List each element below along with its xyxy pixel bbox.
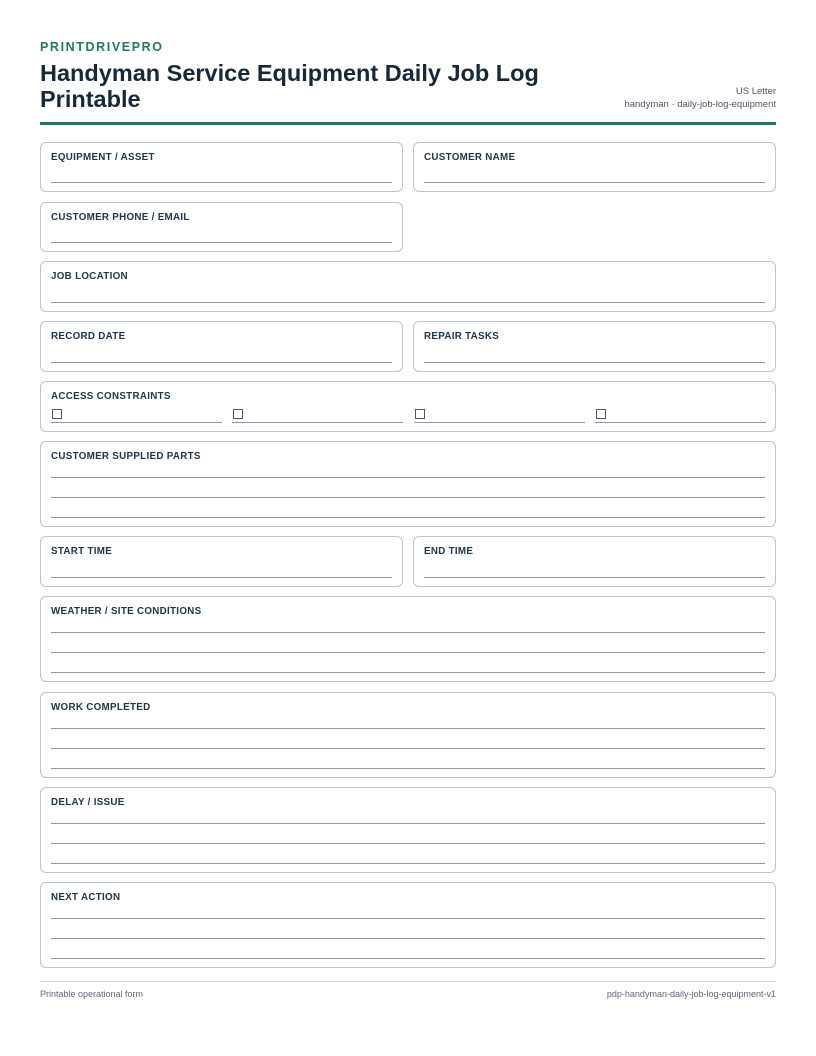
write-line[interactable] — [51, 182, 392, 183]
write-line[interactable] — [595, 422, 766, 423]
write-line[interactable] — [51, 938, 765, 939]
write-line[interactable] — [51, 242, 392, 243]
write-line[interactable] — [51, 823, 765, 824]
write-line[interactable] — [51, 477, 765, 478]
checkbox[interactable] — [233, 409, 243, 419]
field-access-constraints — [40, 381, 776, 432]
field-label: EQUIPMENT / ASSET — [51, 152, 155, 163]
checkbox[interactable] — [596, 409, 606, 419]
write-line[interactable] — [51, 517, 765, 518]
write-line[interactable] — [51, 362, 392, 363]
footer-divider — [40, 981, 776, 982]
field-label: CUSTOMER SUPPLIED PARTS — [51, 451, 201, 462]
write-line[interactable] — [51, 748, 765, 749]
form-slug: handyman · daily-job-log-equipment — [624, 99, 776, 110]
checkbox[interactable] — [52, 409, 62, 419]
field-customer-contact — [40, 202, 403, 252]
write-line[interactable] — [51, 728, 765, 729]
field-label: CUSTOMER NAME — [424, 152, 516, 163]
paper-size: US Letter — [735, 86, 776, 97]
checkbox[interactable] — [415, 409, 425, 419]
field-label: CUSTOMER PHONE / EMAIL — [51, 212, 190, 223]
write-line[interactable] — [414, 422, 585, 423]
write-line[interactable] — [51, 422, 222, 423]
field-label: NEXT ACTION — [51, 892, 121, 903]
write-line[interactable] — [424, 577, 765, 578]
field-label: WORK COMPLETED — [51, 702, 151, 713]
field-repair-tasks — [413, 321, 776, 372]
field-weather — [40, 596, 776, 682]
field-job-location — [40, 261, 776, 312]
write-line[interactable] — [424, 182, 765, 183]
footer-note: Printable operational form — [40, 989, 144, 999]
write-line[interactable] — [51, 302, 765, 303]
field-label: REPAIR TASKS — [424, 331, 500, 342]
field-label: WEATHER / SITE CONDITIONS — [51, 606, 202, 617]
write-line[interactable] — [51, 497, 765, 498]
write-line[interactable] — [51, 652, 765, 653]
field-next-action — [40, 882, 776, 968]
write-line[interactable] — [51, 918, 765, 919]
page-meta — [624, 85, 776, 111]
write-line[interactable] — [424, 362, 765, 363]
form-page — [40, 0, 776, 1056]
header-divider — [40, 122, 776, 125]
write-line[interactable] — [51, 672, 765, 673]
write-line[interactable] — [51, 863, 765, 864]
field-customer-parts — [40, 441, 776, 527]
write-line[interactable] — [51, 577, 392, 578]
field-work-completed — [40, 692, 776, 778]
page-title: Handyman Service Equipment Daily Job Log Printable — [40, 60, 539, 112]
write-line[interactable] — [232, 422, 403, 423]
write-line[interactable] — [51, 958, 765, 959]
brand-logo-text: PRINTDRIVEPRO — [40, 40, 164, 54]
write-line[interactable] — [51, 768, 765, 769]
field-label: START TIME — [51, 546, 113, 557]
form-id: pdp-handyman-daily-job-log-equipment-v1 — [606, 989, 776, 999]
field-delay-issue — [40, 787, 776, 873]
field-label: END TIME — [424, 546, 474, 557]
field-end-time — [413, 536, 776, 587]
field-equipment — [40, 142, 403, 192]
field-label: RECORD DATE — [51, 331, 126, 342]
write-line[interactable] — [51, 632, 765, 633]
field-record-date — [40, 321, 403, 372]
write-line[interactable] — [51, 843, 765, 844]
field-start-time — [40, 536, 403, 587]
field-customer-name — [413, 142, 776, 192]
field-label: ACCESS CONSTRAINTS — [51, 391, 171, 402]
field-label: DELAY / ISSUE — [51, 797, 125, 808]
field-label: JOB LOCATION — [51, 271, 128, 282]
